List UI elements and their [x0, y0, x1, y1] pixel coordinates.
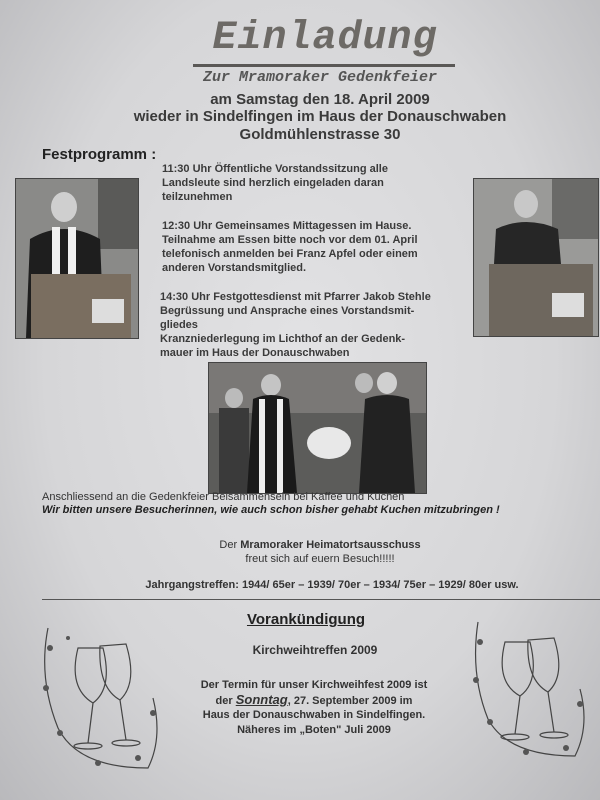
text: der: [215, 694, 236, 707]
title-underline: [193, 64, 455, 67]
address-line: Goldmühlenstrasse 30: [239, 126, 401, 143]
signoff-line-2: freut sich auf euern Besuch!!!!!: [245, 553, 395, 565]
wine-glasses-drawing-left: [38, 618, 166, 776]
signoff-prefix: Der: [219, 539, 241, 551]
program-item-1: [162, 162, 482, 204]
wine-glasses-drawing-right: [470, 614, 592, 762]
sunday-emphasis: Sonntag: [235, 691, 288, 707]
program-line: 14:30 Uhr Festgottesdienst mit Pfarrer Jakob Stehle: [160, 291, 431, 303]
program-line: anderen Vorstandsmitglied.: [162, 262, 307, 274]
program-item-3: [160, 290, 480, 360]
program-line: Teilnahme am Essen bitte noch vor dem 01. April: [162, 234, 418, 246]
program-line: mauer im Haus der Donauschwaben: [160, 347, 350, 359]
date-line: am Samstag den 18. April 2009: [210, 91, 430, 108]
photo-group-wreath: [208, 362, 427, 494]
location-line: wieder in Sindelfingen im Haus der Donauschwaben: [133, 108, 507, 125]
program-line: gliedes: [160, 319, 198, 331]
photo-pastor-image: [16, 179, 138, 338]
program-line: 11:30 Uhr Öffentliche Vorstandssitzung alle: [162, 163, 388, 175]
photo-speaker: [473, 178, 599, 337]
program-line: Begrüssung und Ansprache eines Vorstandsmit-: [160, 305, 415, 317]
program-line: Kranzniederlegung im Lichthof an der Gedenk-: [160, 333, 406, 345]
section-divider: [42, 599, 600, 600]
photo-speaker-image: [474, 179, 598, 336]
bring-cake-request: Wir bitten unsere Besucherinnen, wie auch schon bisher gehabt Kuchen mitzubringen !: [42, 504, 500, 516]
announcement-heading: Vorankündigung: [246, 611, 366, 628]
program-line: teilzunehmen: [162, 191, 233, 203]
announcement-line: Haus der Donauschwaben in Sindelfingen.: [202, 709, 426, 721]
photo-group-image: [209, 363, 426, 493]
page-title: Einladung: [212, 16, 438, 61]
announcement-line: Der Termin für unser Kirchweihfest 2009 ist: [200, 679, 428, 691]
reunion-years: Jahrgangstreffen: 1944/ 65er – 1939/ 70er – 1934/ 75er – 1929/ 80er usw.: [145, 579, 519, 591]
photo-pastor: [15, 178, 139, 339]
text: , 27. September 2009 im: [287, 694, 413, 707]
program-item-2: [162, 219, 482, 275]
program-heading: Festprogramm :: [42, 146, 157, 163]
program-line: telefonisch anmelden bei Franz Apfel oder einem: [162, 248, 418, 260]
subtitle: Zur Mramoraker Gedenkfeier: [202, 69, 438, 86]
program-line: Landsleute sind herzlich eingeladen daran: [162, 177, 384, 189]
organization-name: Mramoraker Heimatortsausschuss: [240, 539, 421, 551]
signoff-line: [0, 539, 600, 551]
program-line: 12:30 Uhr Gemeinsames Mittagessen im Hause.: [162, 220, 412, 232]
announcement-event: Kirchweihtreffen 2009: [252, 643, 378, 657]
announcement-line: Näheres im „Boten" Juli 2009: [237, 723, 391, 736]
after-event-text: Anschliessend an die Gedenkfeier Beisammensein bei Kaffee und Kuchen: [42, 491, 405, 503]
